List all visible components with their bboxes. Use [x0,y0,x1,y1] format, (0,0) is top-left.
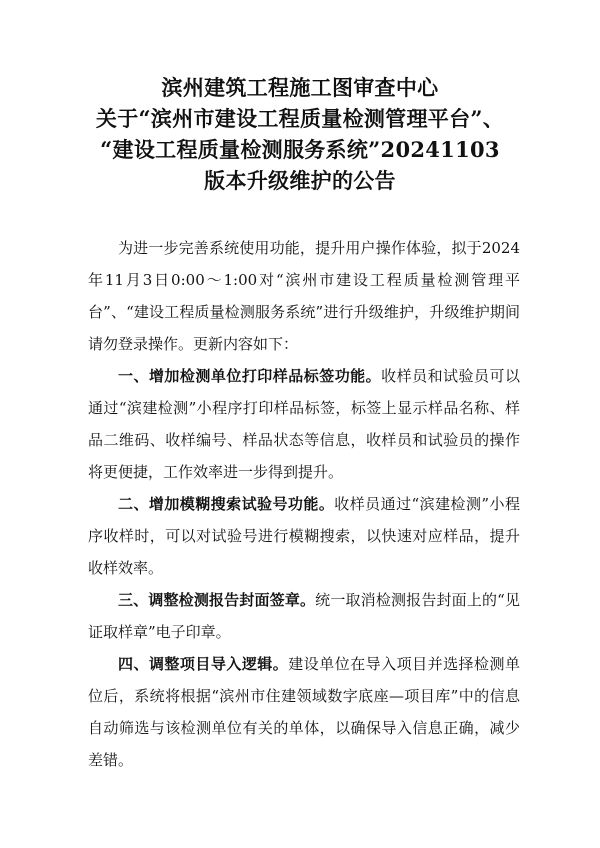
update-item-3-heading: 三、调整检测报告封面签章。 [118,591,316,609]
title-line-2: 关于“滨州市建设工程质量检测管理平台”、 [95,106,505,131]
update-item-4-heading: 四、调整项目导入逻辑。 [118,655,289,673]
update-item-3-text: 统一取消检测报告封面上的“见证取样章”电子印章。 [88,591,520,641]
update-item-3 [88,584,520,648]
update-item-2 [88,488,520,584]
update-item-1-heading: 一、增加检测单位打印样品标签功能。 [118,367,382,385]
title-line-3: “建设工程质量检测服务系统”20241103 [100,137,500,162]
update-item-1 [88,360,520,488]
update-item-2-text: 收样员通过“滨建检测”小程序收样时，可以对试验号进行模糊搜索，以快速对应样品，提升收样效率。 [88,495,520,577]
intro-paragraph: 为进一步完善系统使用功能，提升用户操作体验，拟于2024年11月3日0:00～1:00对“滨州市建设工程质量检测管理平台”、“建设工程质量检测服务系统”进行升级维护，升级维护期间请勿登录操作。更新内容如下： [88,239,520,353]
update-item-4 [88,648,520,776]
document-body [88,232,520,776]
update-item-2-heading: 二、增加模糊搜索试验号功能。 [118,495,335,513]
title-line-4: 版本升级维护的公告 [204,168,396,193]
document-title [70,72,530,196]
update-item-4-text: 建设单位在导入项目并选择检测单位后，系统将根据“滨州市住建领域数字底座—项目库”中的信息自动筛选与该检测单位有关的单体，以确保导入信息正确，减少差错。 [88,655,520,769]
title-line-1: 滨州建筑工程施工图审查中心 [161,75,439,100]
update-item-1-text: 收样员和试验员可以通过“滨建检测”小程序打印样品标签，标签上显示样品名称、样品二维码、收样编号、样品状态等信息，收样员和试验员的操作将更便捷，工作效率进一步得到提升。 [88,367,520,481]
